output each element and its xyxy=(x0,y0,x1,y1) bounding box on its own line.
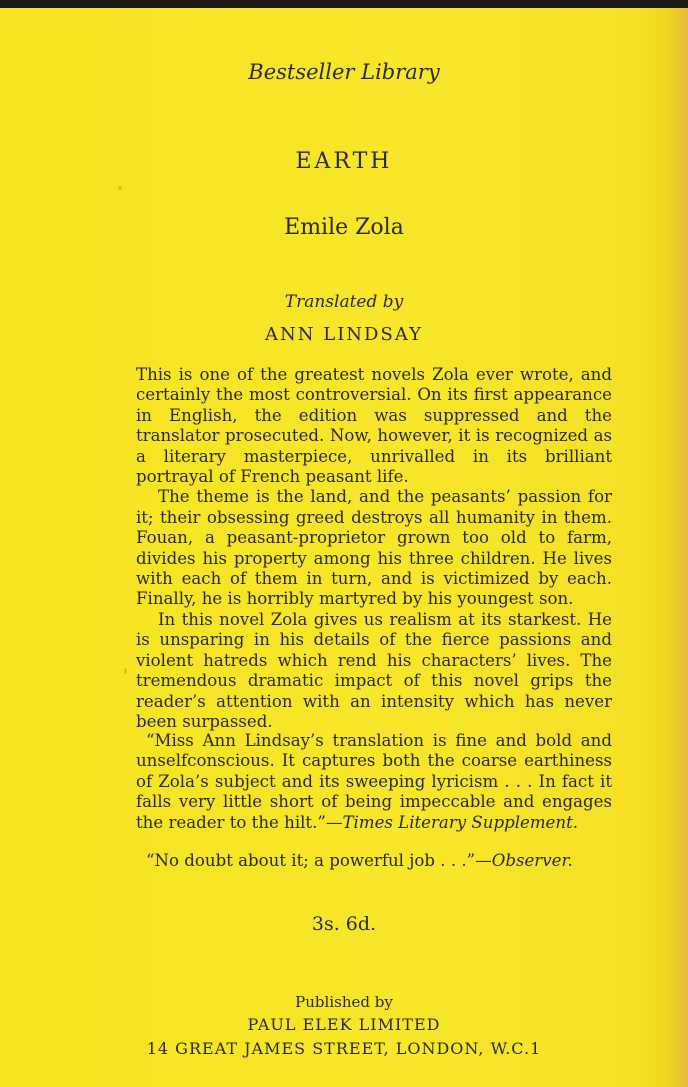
blurb xyxy=(136,365,612,732)
review-source: Observer. xyxy=(491,851,573,870)
review-quote xyxy=(136,731,612,833)
review-text: “Miss Ann Lindsay’s translation is fine and bold and unselfconscious. It captures both the coarse earthiness of Zola’s subject and its sweeping lyricism . . . In fact it falls very little short of being impeccable and engages the reader to the hilt.”— xyxy=(136,731,612,832)
review-text: “No doubt about it; a powerful job . . .”— xyxy=(146,851,492,870)
price: 3s. 6d. xyxy=(311,913,377,935)
translator-name: ANN LINDSAY xyxy=(265,324,423,345)
paper-speck xyxy=(124,668,127,674)
book-author: Emile Zola xyxy=(284,215,404,240)
blurb-paragraph: In this novel Zola gives us realism at its starkest. He is unsparing in his details of the fierce passions and violent hatreds which rend his characters’ lives. The tremendous dramatic impact of this novel grips the reader’s attention with an intensity which has never been surpassed. xyxy=(136,609,612,731)
blurb-paragraph: This is one of the greatest novels Zola ever wrote, and certainly the most controversial. On its first appearance in English, the edition was suppressed and the translator prosecuted. Now, however, it is recognized as a literary masterpiece, unrivalled in its brilliant portrayal of French peasant life. xyxy=(136,365,612,487)
review-source: Times Literary Supplement. xyxy=(342,812,579,832)
blurb-paragraph: The theme is the land, and the peasants’ passion for it; their obsessing greed destroys all humanity in them. Fouan, a peasant-proprietor grown too old to farm, divides his property among his three children. He lives with each of them in turn, and is victimized by each. Finally, he is horribly martyred by his youngest son. xyxy=(136,487,612,609)
paper-speck xyxy=(118,186,122,190)
review-quote xyxy=(136,851,612,871)
translated-by-label: Translated by xyxy=(284,292,404,312)
book-back-cover xyxy=(0,8,688,1087)
publisher-name: PAUL ELEK LIMITED xyxy=(247,1015,441,1034)
book-title: EARTH xyxy=(295,149,393,174)
series-name: Bestseller Library xyxy=(248,60,440,84)
publisher-address: 14 GREAT JAMES STREET, LONDON, W.C.1 xyxy=(146,1039,542,1058)
published-by-label: Published by xyxy=(295,993,393,1011)
